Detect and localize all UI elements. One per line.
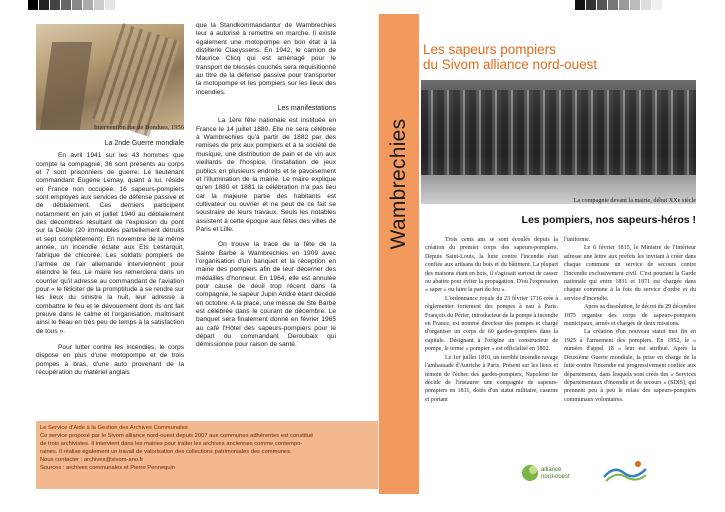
page-title	[423, 42, 597, 72]
paragraph: On trouve la trace de la fête de la Sainte Barbe à Wambrechies en 1909 avec l'organisation d'un banquet et la réception en mairie des pompiers afin de leur décerner des médailles d'honneur. En 1964, elle est annulée pour cause de deuil trop récent dans la compagnie, le sapeur Jupin André étant décédé en octobre. A la place, une messe de Ste Barbe est célébrée dans le courant de décembre. Le banquet sera finalement donné en février 1965 au café l'Hôtel des sapeurs-pompiers pour le départ du commandant Deroubaix qui démissionne pour raison de santé.	[196, 241, 336, 349]
paragraph: Le 1er juillet 1810, un terrible incendie ravage l'ambassade d'Autriche à Paris. Présent sur les lieux et témoin de l'échec des gardes-pompiers, Napoléon Ier décide de l'instaurer une compagnie de sapeurs-pompiers en 1811, dotés d'un statut militaire, caserne et portant	[425, 354, 558, 403]
paragraph: La création d'un nouveau statut met fin en 1925 à l'armement des pompiers. En 1952, le « numéro d'appel 18 » leur est attribué. Après la Deuxième Guerre mondiale, la prise en charge de la lutte contre l'incendie est progressivement confiée aux départements, dans lesquels sont créés des « Services départementaux d'incendie et de secours » (SDIS), qui prennent peu à peu le relais des sapeurs-pompiers communaux volontaires.	[564, 329, 696, 403]
photo-caption: Intervention rue de Bondues, 1956	[93, 124, 184, 131]
paragraph: L'ordonnance royale du 23 février 1716 crée à règlementer fortement des pompes à eau à Paris. François du Périer, introducteur de la pompe à incendie en France, est nommé directeur des pompes et chargé d'organiser un corps de 60 gardes-pompiers dans la capitale. Désignant à l'origine un constructeur de pompe, le terme « pompier » est officialisé en 1802.	[425, 295, 558, 353]
paragraph: Après sa dissolution, le décret du 29 décembre 1875 organise des corps de sapeurs-pompiers municipaux, armés et chargés de deux missions.	[564, 304, 696, 328]
archive-photo-company-group	[421, 80, 696, 204]
info-box-sources: Sources : archives communales et Pierre Pennequin	[40, 465, 176, 471]
paragraph: l'uniforme.	[564, 237, 591, 243]
sidebar-vertical-title	[379, 99, 419, 269]
text-column-3	[425, 236, 558, 404]
partner-logo	[600, 455, 650, 489]
info-box-line: Ce service proposé par le Sivom alliance nord-ouest depuis 2007 aux communes adhérentes est constitué	[40, 433, 314, 439]
subheading: Les manifestations	[277, 105, 336, 113]
paragraph: Trois cents ans se sont écoulés depuis la création du premier corps des sapeurs-pompiers. Depuis Saint-Louis, la lutte contre l'incendie était confiée aux artisans du bois et du bâtiment. La plupart des maisons étant en bois, il s'agissait surtout de casser ou abattre pour éviter la propagation. D'où l'expression « saper » ou faire la part du feu ».	[425, 237, 558, 294]
registration-bar-left	[28, 0, 116, 10]
info-box-title: Le Service d'Aide à la Gestion des Archives Communales	[40, 425, 188, 431]
info-box-line: de trois archivistes. Il intervient dans les mairies pour traiter les archives anciennes comme contempo-	[40, 441, 303, 447]
logo-text: nord-ouest	[541, 474, 570, 480]
info-box-contact: Nous contacter : archives@sivom-ano.fr	[40, 457, 144, 463]
text-column-2	[196, 22, 336, 350]
paragraph: Pour lutter contre les incendies, le corps dispose en plus d'une motopompe et de trois pompes à bras, d'une auto provenant de la récupération du matériel anglais	[36, 343, 184, 376]
text-column-1	[36, 134, 184, 377]
registration-bar-right	[575, 0, 663, 10]
section-heading: Les pompiers, nos sapeurs-héros !	[521, 214, 696, 226]
paragraph: que la Standkommandantur de Wambrechies leur a autorisé à remettre en marche. Il existe également une motopompe en bon état à la distillerie Claeyssens. En 1942, le camion de Maurice Clicq qui est aménagé pour le transport de blessés couchés sera réquisitionné au titre de la défense passive pour transporter la motopompe et les pompiers sur les lieux des incendies.	[196, 22, 336, 96]
paragraph: Le 6 février 1815, le Ministre de l'Intérieur adresse une lettre aux préfets les invitant à créer dans chaque commune un service de secours contre l'incendie exclusivement civil. C'est pourtant la Garde nationale qui entre 1831 et 1871 est chargée dans chaque commune à la fois du service d'ordre et du service d'incendie.	[564, 245, 696, 302]
orange-sidebar	[379, 14, 419, 494]
page-title-line-1: Les sapeurs pompiers	[423, 42, 556, 57]
info-box-line: raines. Il réalise également un travail de valorisation des collections patrimoniales des communes.	[40, 449, 292, 455]
paragraph: La 1ère fête nationale est instituée en France le 14 juillet 1880. Elle ne sera célébrée à Wambrechies qu'à partir de 1882 par des remises de prix aux pompiers et à la société de musique, une distribution de pain et de vin aux vieillards de l'hospice, l'installation de jeux publics en plusieurs endroits et le pavoisement et l'illumination de la mairie. Le maire explique qu'en 1880 et 1881 la célébration n'a pas lieu car la majeure partie des habitants est cultivateur ou ouvrier et ne peut de ce fait se soustraire de leurs travaux. Seuls les notables assistent à cette époque aux fêtes des villes de Paris et Lille.	[196, 117, 336, 233]
paragraph: En avril 1941 sur les 43 hommes que compte la compagnie, 36 sont présents au corps et 7 sont prisonniers de guerre. Le lieutenant commandant Eugène Lemay, quant à lui, réside en France non occupée. 16 sapeurs-pompiers sont employés aux services de défense passive et de déblaiement. Ces derniers participent notamment en juin et juillet 1940 au déblaiement des décombres résultant de l'explosion du pont sur la Deûle (20 immeubles partiellement détruits et sept complètement). En novembre de la même année, un incendie éclate aux Ets Lestarquit, fabrique de chicorée. Les soldats pompiers de l'armée de l'air allemande interviennent pour éteindre le feu. Le maire les remerciera dans un courrier qu'il adresse au commandant de l'aviation pour « le féliciter de la promptitude à se rendre sur les lieux du sinistre la nuit, leur adresse à combattre le feu et le dévouement dont ils ont fait preuve dans le calme et l'organisation, maîtrisant ainsi le fléau en très peu de temps à la satisfaction de tous ».	[36, 152, 184, 335]
photo-caption: La compagnie devant la mairie, début XXe siècle	[573, 197, 696, 204]
logo-text: alliance	[541, 467, 562, 473]
text-column-4	[564, 236, 696, 404]
sidebar-title-text: Wambrechies	[387, 118, 410, 250]
info-box-archives-service	[36, 421, 379, 489]
archive-photo-fire-intervention	[36, 24, 184, 130]
subheading: La 2nde Guerre mondiale	[104, 140, 184, 147]
page-title-line-2: du Sivom alliance nord-ouest	[423, 57, 598, 72]
sivom-logo	[520, 458, 570, 488]
